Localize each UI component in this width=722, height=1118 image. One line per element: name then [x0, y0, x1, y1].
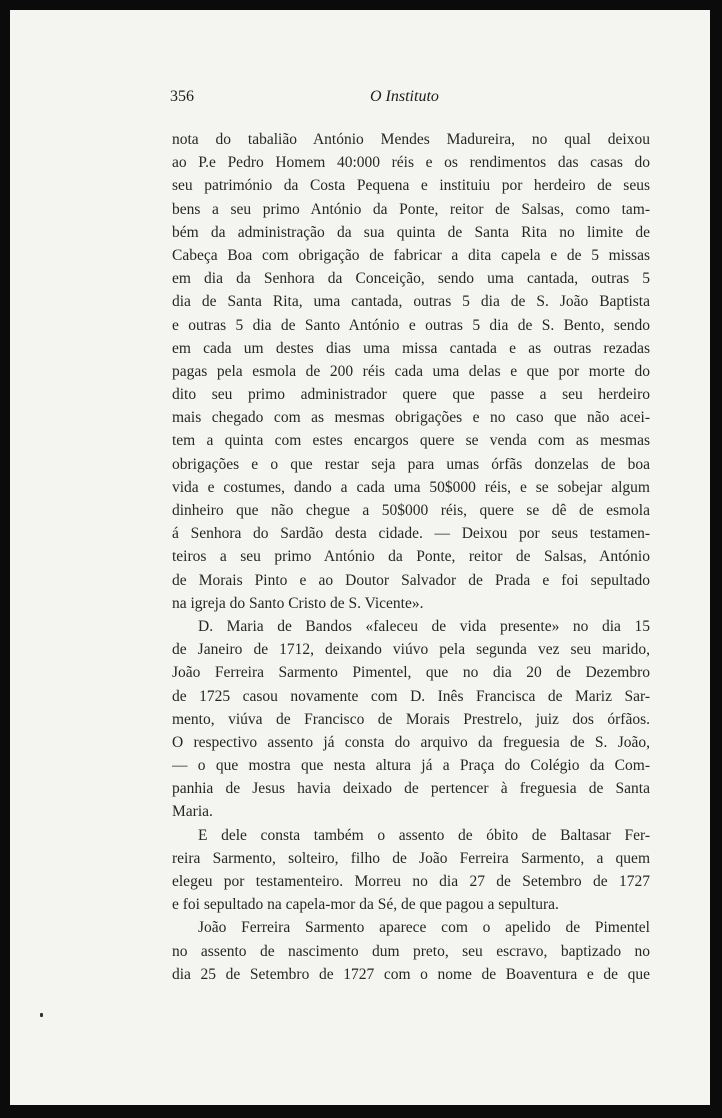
- text-line: reira Sarmento, solteiro, filho de João Ferreira Sarmento, a quem: [172, 849, 650, 867]
- text-line: Cabeça Boa com obrigação de fabricar a dita capela e de 5 missas: [172, 246, 650, 264]
- text-line: pagas pela esmola de 200 réis cada uma delas e que por morte do: [172, 362, 650, 380]
- text-line: á Senhora do Sardão desta cidade. — Deixou por seus testamen-: [172, 525, 650, 543]
- book-page: [10, 10, 710, 1105]
- text-line: dia 25 de Setembro de 1727 com o nome de Boaventura e de que: [172, 965, 650, 983]
- text-line: João Ferreira Sarmento Pimentel, que no dia 20 de Dezembro: [172, 664, 650, 682]
- text-line: e foi sepultado na capela-mor da Sé, de que pagou a sepultura.: [172, 896, 559, 914]
- text-line: dia de Santa Rita, uma cantada, outras 5 dia de S. João Baptista: [172, 293, 650, 311]
- page-header: [170, 88, 590, 112]
- text-line: tem a quinta com estes encargos quere se venda com as mesmas: [172, 432, 650, 450]
- text-line: teiros a seu primo António da Ponte, reitor de Salsas, António: [172, 548, 650, 566]
- running-title: O Instituto: [370, 88, 439, 105]
- text-line: nota do tabalião António Mendes Madureira, no qual deixou: [172, 131, 650, 148]
- body-text: [172, 128, 650, 986]
- text-line: ao P.e Pedro Homem 40:000 réis e os rendimentos das casas do: [172, 154, 650, 172]
- text-line: Maria.: [172, 803, 213, 821]
- text-line: dito seu primo administrador quere que passe a seu herdeiro: [172, 386, 650, 404]
- text-line: bens a seu primo António da Ponte, reitor de Salsas, como tam-: [172, 200, 650, 218]
- text-line: de 1725 casou novamente com D. Inês Francisca de Mariz Sar-: [172, 687, 650, 705]
- text-line: mais chegado com as mesmas obrigações e no caso que não acei-: [172, 409, 650, 427]
- text-line: e outras 5 dia de Santo António e outras 5 dia de S. Bento, sendo: [172, 316, 650, 334]
- text-line: seu património da Costa Pequena e instituiu por herdeiro de seus: [172, 177, 650, 195]
- text-line: no assento de nascimento dum preto, seu escravo, baptizado no: [172, 942, 650, 960]
- text-line: de Janeiro de 1712, deixando viúvo pela segunda vez seu marido,: [172, 641, 650, 659]
- text-line: em dia da Senhora da Conceição, sendo uma cantada, outras 5: [172, 270, 650, 288]
- text-line: em cada um destes dias uma missa cantada e as outras rezadas: [172, 339, 650, 357]
- text-line: na igreja do Santo Cristo de S. Vicente».: [172, 594, 424, 612]
- page-number: 356: [170, 88, 194, 105]
- text-line: de Morais Pinto e ao Doutor Salvador de Prada e foi sepultado: [172, 571, 650, 589]
- text-line: bém da administração da sua quinta de Santa Rita no limite de: [172, 223, 650, 241]
- text-line: vida e costumes, dando a cada uma 50$000 réis, e se sobejar algum: [172, 478, 650, 496]
- text-line: obrigações e o que restar seja para umas órfãs donzelas de boa: [172, 455, 650, 473]
- text-line: dinheiro que não chegue a 50$000 réis, quere se dê de esmola: [172, 502, 650, 519]
- text-line: mento, viúva de Francisco de Morais Prestrelo, juiz dos órfãos.: [172, 710, 650, 728]
- text-line: elegeu por testamenteiro. Morreu no dia 27 de Setembro de 1727: [172, 873, 650, 890]
- text-line: D. Maria de Bandos «faleceu de vida presente» no dia 15: [198, 617, 650, 635]
- text-line: E dele consta também o assento de óbito de Baltasar Fer-: [198, 826, 650, 844]
- text-line: O respectivo assento já consta do arquivo da freguesia de S. João,: [172, 733, 650, 751]
- text-line: — o que mostra que nesta altura já a Praça do Colégio da Com-: [172, 757, 650, 775]
- text-line: panhia de Jesus havia deixado de pertencer à freguesia de Santa: [172, 780, 650, 798]
- text-line: João Ferreira Sarmento aparece com o apelido de Pimentel: [198, 919, 650, 937]
- ink-speck: [40, 1013, 43, 1017]
